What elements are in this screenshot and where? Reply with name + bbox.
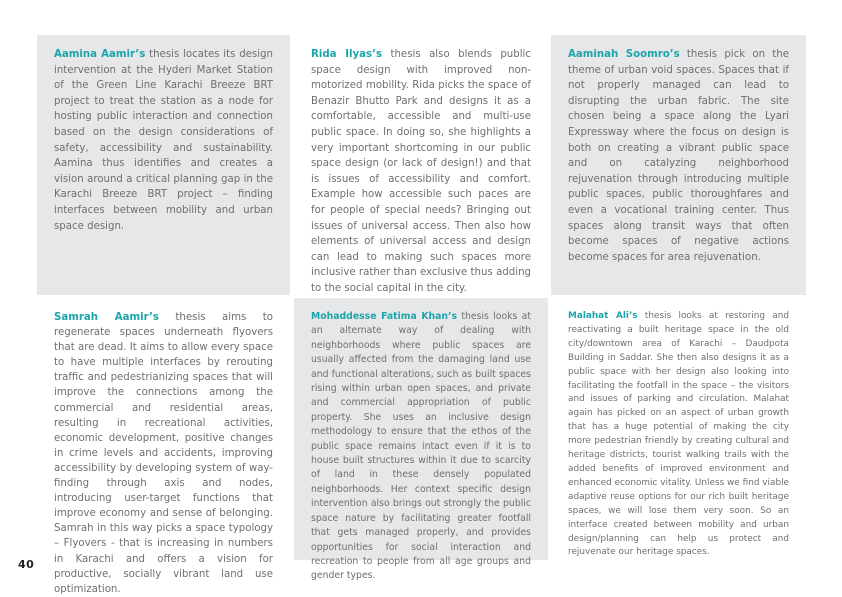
thesis-description: thesis locates its design intervention at the Hyderi Market Station of the Green Line Karachi Breeze BRT project to treat the station as a node for hosting public interaction and connection based on the design considerations of safety, accessibility and sustainability. Aamina thus identifies and creates a vision around a critical planning gap in the Karachi Breeze BRT project – finding interfaces between mobility and urban space design. [54, 49, 273, 232]
thesis-card-mohaddesse [294, 298, 548, 582]
thesis-card-malahat [551, 298, 806, 560]
page-number: 40 [18, 558, 35, 571]
thesis-card-samrah [37, 298, 290, 595]
thesis-description: thesis looks at restoring and reactivating a built heritage space in the old city/downtown area of Karachi – Daudpota Building in Saddar. She then also designs it as a public space with her design also looking into facilitating the footfall in the space – the visitors and issues of parking and circulation. Malahat again has picked on an aspect of urban growth that has a huge potential of making the city more pedestrian friendly by creating cultural and heritage districts, tourist walking trails with the added benefits of improved environment and enhanced economic vitality. Unless we find viable adaptive reuse options for our rich built heritage spaces, we will lose them very soon. So an interface created between mobility and urban design/planning can help us protect and rejuvenate our heritage spaces. [568, 311, 789, 558]
student-name: Aaminah Soomro’s [568, 49, 680, 60]
student-name: Samrah Aamir’s [54, 312, 159, 323]
thesis-description: thesis pick on the theme of urban void spaces. Spaces that if not properly managed can lead to disrupting the urban fabric. The site chosen being a space along the Lyari Expressway where the focus on design is both on creating a vibrant public space and on catalyzing neighborhood rejuvenation through introducing multiple public spaces, public thoroughfares and even a vocational training center. Thus spaces along transit ways that often become spaces of negative actions become spaces for area rejuvenation. [568, 49, 790, 263]
student-name: Mohaddesse Fatima Khan’s [311, 311, 458, 322]
thesis-description: thesis looks at an alternate way of dealing with neighborhoods where public spaces are usually affected from the damaging land use and functional alterations, such as built spaces rising within urban open spaces, and private and commercial appropriation of public property. She uses an inclusive design methodology to ensure that the ethos of the public space remains intact even if it is to house built structures within it due to scarcity of land in these densely populated neighborhoods. Her context specific design intervention also brings out strongly the public space nature by facilitating greater footfall that gets managed properly, and provides opportunities for social interaction and recreation to people from all age groups and gender types. [311, 311, 531, 582]
thesis-description: thesis also blends public space design with improved non-motorized mobility. Rida picks the space of Benazir Bhutto Park and designs it as a comfortable, accessible and multi-use public space. In doing so, she highlights a very important shortcoming in our public space design (or lack of design!) and that is issues of accessibility and comfort. Example how accessible such paces are for people of special needs? Bringing out issues of universal access. Then also how elements of universal access and design can lead to making such spaces more inclusive rather than exclusive thus adding to the social capital in the city. [311, 49, 531, 294]
thesis-card-aamina [37, 35, 290, 295]
thesis-card-aaminah [551, 35, 806, 295]
student-name: Malahat Ali’s [568, 311, 638, 321]
student-name: Rida Ilyas’s [311, 49, 383, 60]
thesis-card-rida [294, 35, 548, 295]
student-name: Aamina Aamir’s [54, 49, 146, 60]
thesis-description: thesis aims to regenerate spaces underneath flyovers that are dead. It aims to allow every space to have multiple interfaces by rerouting traffic and pedestrianizing spaces that will improve the connections among the commercial and residential areas, resulting in recreational activities, economic development, positive changes in crime levels and accidents, improving accessibility by developing system of way-finding through axis and nodes, introducing user-target functions that improve economy and sense of belonging. Samrah in this way picks a space typology – Flyovers - that is increasing in numbers in Karachi and offers a vision for productive, socially vibrant land use optimization. [54, 312, 273, 595]
